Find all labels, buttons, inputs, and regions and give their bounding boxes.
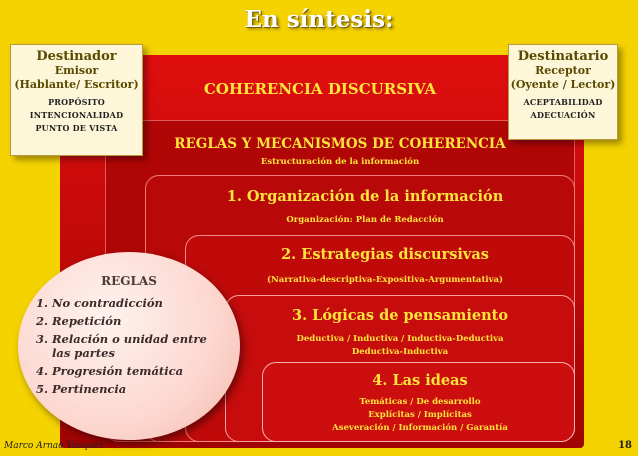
layer-4-title: 3. Lógicas de pensamiento [292,307,508,324]
layer-4-detail2: Deductiva-Inductiva [351,347,449,357]
footer-author: Marco Arnao Vásquez [4,441,104,451]
layer-1-title: REGLAS Y MECANISMOS DE COHERENCIA [174,136,506,152]
layer-0-title: COHERENCIA DISCURSIVA [203,80,437,98]
footer-page-number: 18 [618,440,632,451]
receiver-item-0: ACEPTABILIDAD [523,97,603,107]
layer-5-title: 4. Las ideas [372,372,468,389]
layer-5-detail2: Explícitas / Implícitas [368,410,472,420]
rules-circle [18,252,240,440]
sender-item-1: INTENCIONALIDAD [29,110,124,120]
layer-3-detail: (Narrativa-descriptiva-Expositiva-Argumentativa) [266,275,504,285]
sender-sub2: (Hablante/ Escritor) [14,78,139,91]
rules-title: REGLAS [101,274,157,288]
slide-title: En síntesis: [244,6,394,33]
rule-item-5: 5. Pertinencia [52,382,216,396]
layer-5-detail3: Aseveración / Información / Garantía [332,423,508,433]
layer-2-detail: Organización: Plan de Redacción [286,215,444,225]
layer-4-detail: Deductiva / Inductiva / Inductiva-Deductiva [296,334,504,344]
receiver-sub2: (Oyente / Lector) [510,78,616,91]
rules-list [36,296,216,400]
layer-2-title: 1. Organización de la información [226,188,504,205]
receiver-sub1: Receptor [535,64,591,77]
rule-item-3: 3. Relación o unidad entre las partes [52,332,216,360]
receiver-item-1: ADECUACIÓN [530,110,596,120]
rule-item-4: 4. Progresión temática [52,364,216,378]
receiver-heading: Destinatario [517,49,609,64]
rule-item-1: 1. No contradicción [52,296,216,310]
layer-5-detail: Temáticas / De desarrollo [359,397,481,407]
sender-heading: Destinador [36,49,117,64]
sender-sub1: Emisor [54,64,99,77]
receiver-box [508,44,618,140]
sender-item-0: PROPÓSITO [48,97,105,107]
sender-item-2: PUNTO DE VISTA [35,123,118,133]
layer-1-detail: Estructuración de la información [260,157,420,167]
sender-box [10,44,143,156]
layer-3-title: 2. Estrategias discursivas [281,246,489,263]
rule-item-2: 2. Repetición [52,314,216,328]
